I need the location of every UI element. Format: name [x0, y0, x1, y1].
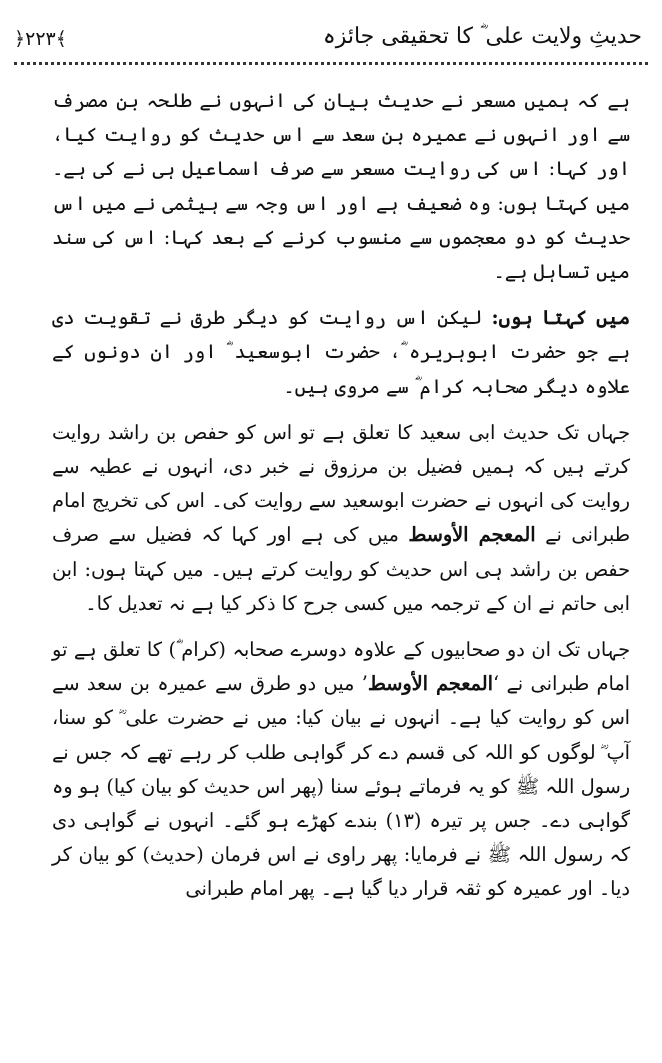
- paragraph-4: [52, 633, 630, 907]
- paragraph-text: جہاں تک حدیث ابی سعید کا تعلق ہے تو اس کو حفص بن راشد روایت کرتے ہیں کہ ہمیں فضیل بن مرزوق نے خبر دی، انہوں نے عطیہ سے روایت کی انہوں نے حضرت ابوسعید سے روایت کی۔ اس کی تخریج امام طبرانی نے: [52, 420, 630, 547]
- page-number: ﴿۲۲۳﴾: [14, 28, 67, 50]
- page-header: [14, 10, 648, 62]
- book-title: المعجم الأوسط: [408, 523, 536, 547]
- paragraph-text: جہاں تک ان دو صحابیوں کے علاوہ دوسرے صحابہ (کرام ؓ) کا تعلق ہے تو امام طبرانی نے ‘: [52, 638, 631, 696]
- paragraph-lead: میں کہتا ہوں:: [482, 306, 630, 330]
- paragraph-1: [52, 84, 630, 289]
- paragraph-text: میں کی ہے اور کہا کہ فضیل سے صرف حفص بن راشد ہی اس حدیث کو روایت کرتے ہیں۔ میں کہتا ہوں: ابن ابی حاتم نے ان کے ترجمہ میں کسی جرح کا ذکر کیا ہے نہ تعدیل کا۔: [52, 523, 630, 615]
- body-text: [52, 84, 630, 919]
- paragraph-3: [52, 416, 630, 621]
- paragraph-text: ’ میں دو طرق سے عمیرہ بن سعد سے اس کو روایت کیا ہے۔ انہوں نے بیان کیا: میں نے حضرت علی ؓ کو سنا، آپ ؓ لوگوں کو اللہ کی قسم دے کر گواہی طلب کر رہے تھے کہ جس نے رسول اللہ ﷺ کو یہ فرماتے ہوئے سنا (پھر اس حدیث کو بیان کیا) ہو وہ گواہی دے۔ جس پر تیرہ (۱۳) بندے کھڑے ہو گئے۔ انہوں نے گواہی دی کہ رسول اللہ ﷺ نے فرمایا: پھر راوی نے اس فرمان (حدیث) کو بیان کر دیا۔ اور عمیرہ کو ثقہ قرار دیا گیا ہے۔ پھر امام طبرانی: [52, 672, 630, 901]
- header-divider: [14, 62, 648, 65]
- running-title: حدیثِ ولایت علی ؓ کا تحقیقی جائزہ: [322, 24, 642, 49]
- paragraph-text: لیکن اس روایت کو دیگر طرق نے تقویت دی ہے جو حضرت ابوہریرہ ؓ، حضرت ابوسعید ؓ اور ان دونوں کے علاوہ دیگر صحابہ کرام ؓ سے مروی ہیں۔: [52, 306, 630, 398]
- paragraph-2: [52, 301, 630, 404]
- paragraph-text: ہے کہ ہمیں مسعر نے حدیث بیان کی انہوں نے طلحہ بن مصرف سے اور انہوں نے عمیرہ بن سعد سے اس حدیث کو روایت کیا، اور کہا: اس کی روایت مسعر سے صرف اسماعیل ہی نے کی ہے۔ میں کہتا ہوں: وہ ضعیف ہے اور اس وجہ سے ہیثمی نے میں اس حدیث کو دو معجموں سے منسوب کرنے کے بعد کہا: اس کی سند میں تساہل ہے۔: [52, 89, 630, 284]
- book-title: المعجم الأوسط: [367, 672, 493, 696]
